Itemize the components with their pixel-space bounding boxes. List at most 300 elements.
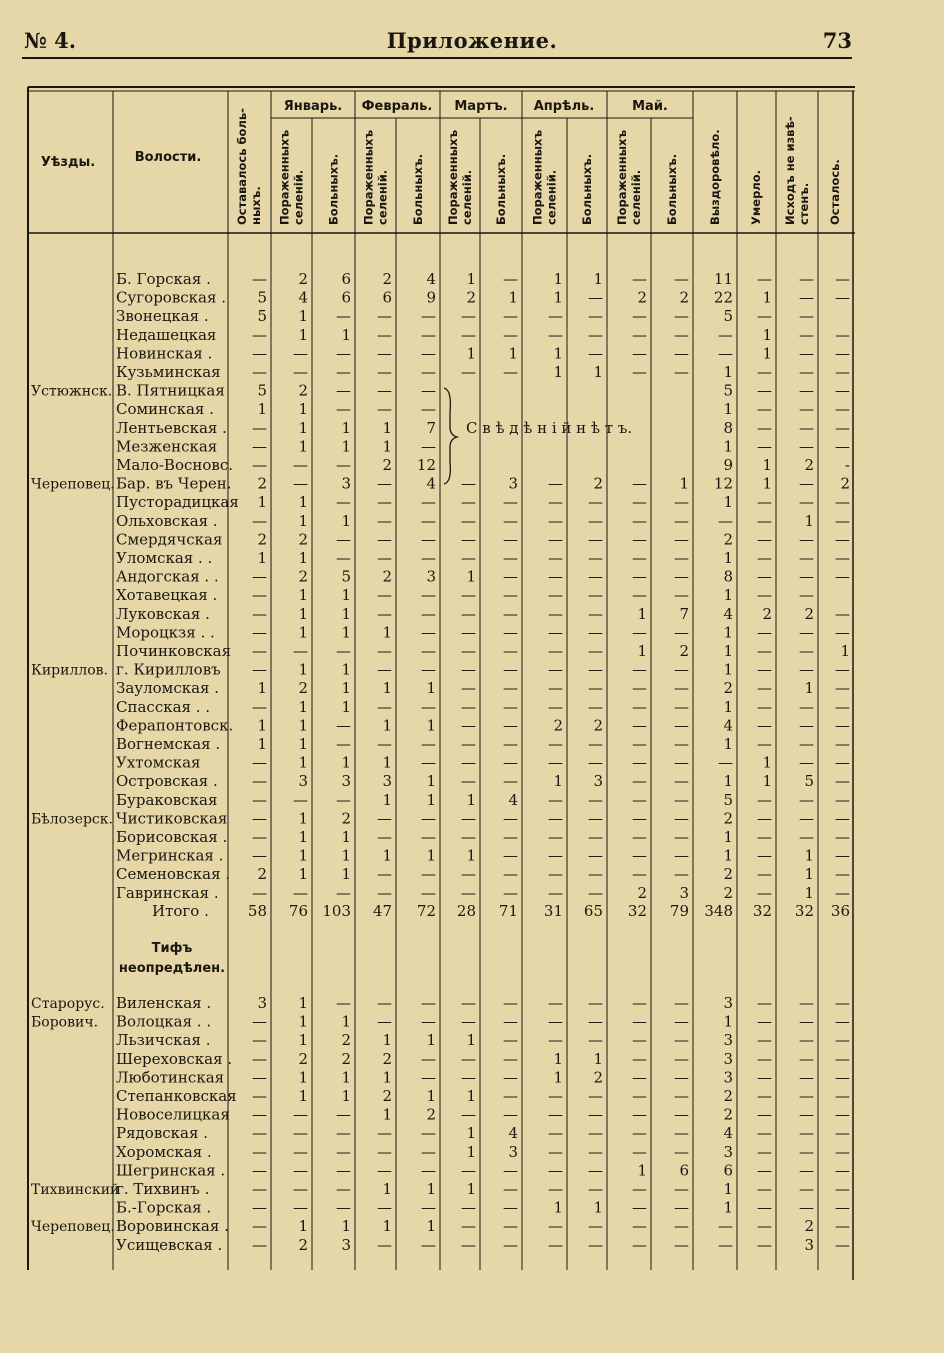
table-cell: 1 (257, 735, 267, 753)
table-cell: — (503, 1198, 518, 1217)
table-cell: — (757, 994, 772, 1012)
table-cell: 12 (713, 474, 733, 493)
table-cell: 1 (723, 1012, 733, 1031)
table-cell: — (421, 660, 436, 679)
table-cell: — (835, 567, 850, 586)
table-cell: — (503, 735, 518, 753)
table-cell: — (632, 1068, 647, 1087)
table-cell: — (377, 697, 392, 716)
table-row (116, 363, 850, 381)
table-cell: 1 (341, 604, 351, 623)
table-cell: — (252, 846, 267, 865)
table-row (116, 456, 850, 474)
table-cell: — (421, 400, 436, 419)
table-cell: 3 (382, 772, 392, 791)
table-cell: — (503, 679, 518, 698)
table-row (116, 400, 850, 418)
table-cell: — (461, 883, 476, 902)
table-cell: — (461, 1068, 476, 1087)
table-cell: 1 (723, 549, 733, 567)
table-cell: 4 (723, 716, 733, 735)
table-cell: — (252, 325, 267, 344)
table-cell: 1 (426, 679, 436, 698)
table-cell: — (548, 883, 563, 902)
table-cell: — (632, 753, 647, 772)
table-cell: — (674, 307, 689, 326)
table-cell: — (757, 307, 772, 326)
table-cell: 4 (298, 288, 308, 307)
volost-name: Воровинская . (116, 1217, 229, 1236)
table-cell: — (461, 1105, 476, 1124)
table-cell: — (799, 567, 814, 586)
table-cell: — (548, 1012, 563, 1031)
table-cell: — (718, 344, 733, 363)
table-cell: — (632, 1012, 647, 1031)
table-cell: — (674, 809, 689, 828)
table-cell: 3 (723, 1142, 733, 1161)
table-cell: — (252, 511, 267, 530)
table-cell: — (252, 1124, 267, 1143)
table-cell: 1 (723, 623, 733, 642)
table-cell: — (757, 549, 772, 567)
table-cell: — (548, 493, 563, 512)
table-cell: — (674, 1049, 689, 1068)
volost-name: Люботинская (116, 1068, 225, 1087)
table-cell: — (757, 660, 772, 679)
table-cell: — (503, 270, 518, 288)
table-cell: — (835, 1105, 850, 1124)
table-cell: 1 (257, 549, 267, 567)
table-cell: — (461, 660, 476, 679)
table-cell: — (757, 735, 772, 753)
table-cell: — (377, 363, 392, 381)
table-cell: — (377, 381, 392, 400)
table-cell: — (757, 400, 772, 419)
table-cell: 1 (762, 753, 772, 772)
month-jan: Январь. (283, 99, 343, 114)
table-cell: — (377, 493, 392, 512)
table-cell: 1 (466, 1031, 476, 1050)
table-cell: — (835, 828, 850, 846)
table-cell: — (799, 642, 814, 660)
table-cell: — (548, 790, 563, 809)
col-header-ostalos: Осталось. (828, 159, 842, 225)
table-cell: 1 (553, 344, 563, 363)
table-cell: 3 (341, 474, 351, 493)
volost-name: Звонецкая . (116, 307, 209, 326)
table-cell: — (377, 1142, 392, 1161)
table-row (116, 326, 850, 344)
table-cell: 2 (637, 883, 647, 902)
table-cell: 1 (298, 307, 308, 326)
table-cell: 2 (341, 809, 351, 828)
table-cell: — (503, 1068, 518, 1087)
table-cell: 1 (382, 753, 392, 772)
table-cell: — (757, 437, 772, 456)
table-cell: 1 (637, 604, 647, 623)
table-cell: — (588, 1180, 603, 1198)
table-cell: 3 (341, 772, 351, 791)
table-cell: 1 (382, 716, 392, 735)
table-cell: — (588, 753, 603, 772)
table-row (116, 698, 850, 716)
col-header-bolnyh-m2: Больныхъ. (411, 153, 425, 225)
table-cell: — (588, 1235, 603, 1254)
col-header-vyzdorovelo: Выздоровѣло. (708, 129, 722, 225)
table-cell: — (835, 1180, 850, 1198)
table-cell: — (799, 1068, 814, 1087)
table-cell: — (632, 1049, 647, 1068)
table-cell: — (835, 549, 850, 567)
table-cell: 1 (298, 586, 308, 605)
table-cell: — (548, 530, 563, 549)
table-cell: 1 (298, 325, 308, 344)
table-cell: — (588, 567, 603, 586)
table-row (116, 270, 850, 288)
table-cell: — (674, 865, 689, 884)
table-cell: — (674, 549, 689, 567)
table-cell: 2 (804, 1217, 814, 1236)
table-cell: — (293, 456, 308, 474)
table-cell: 1 (723, 735, 733, 753)
table-cell: — (757, 1031, 772, 1050)
col-header-uezd: Уѣзды. (40, 155, 96, 170)
table-cell: — (503, 1087, 518, 1105)
volost-name: Бураковская (116, 790, 218, 809)
table-cell: — (293, 1198, 308, 1217)
table-cell: — (632, 623, 647, 642)
table-cell: — (835, 270, 850, 288)
table-cell: — (461, 809, 476, 828)
table-cell: — (757, 846, 772, 865)
table-cell: — (503, 809, 518, 828)
table-cell: — (674, 1087, 689, 1105)
table-row (116, 865, 850, 883)
table-cell: — (461, 994, 476, 1012)
table-cell: — (718, 753, 733, 772)
table-row (116, 307, 814, 325)
table-cell: — (674, 697, 689, 716)
table-cell: 1 (298, 437, 308, 456)
table-cell: 2 (723, 883, 733, 902)
table-row (116, 754, 850, 772)
table-cell: 1 (341, 1012, 351, 1031)
table-cell: — (377, 1124, 392, 1143)
table-cell: — (799, 549, 814, 567)
table-cell: — (252, 604, 267, 623)
table-cell: — (421, 1012, 436, 1031)
table-cell: — (835, 604, 850, 623)
table-cell: — (377, 511, 392, 530)
table-cell: — (336, 363, 351, 381)
uezd-name: Бѣлозерск. (31, 811, 113, 828)
table-cell: 3 (723, 1049, 733, 1068)
table-cell: — (377, 1161, 392, 1180)
table-cell: — (421, 1068, 436, 1087)
table-cell: 6 (341, 288, 351, 307)
table-cell: — (421, 363, 436, 381)
table-cell: 2 (679, 288, 689, 307)
table-cell: — (252, 1049, 267, 1068)
table-cell: 9 (723, 456, 733, 474)
table-cell: 3 (298, 772, 308, 791)
table-cell: — (548, 604, 563, 623)
table-cell: — (835, 790, 850, 809)
table-cell: — (252, 1217, 267, 1236)
table-cell: — (632, 530, 647, 549)
table-cell: 3 (804, 1235, 814, 1254)
table-cell: — (377, 344, 392, 363)
table-cell: 1 (426, 1031, 436, 1050)
total-label: Итого . (152, 902, 209, 920)
table-row (116, 512, 850, 530)
table-cell: — (632, 772, 647, 791)
table-cell: 2 (382, 1087, 392, 1105)
table-cell: 2 (466, 288, 476, 307)
table-cell: — (503, 363, 518, 381)
table-cell: — (632, 679, 647, 698)
table-cell: 2 (298, 1235, 308, 1254)
table-cell: — (336, 344, 351, 363)
table-cell: — (293, 1142, 308, 1161)
volost-name: Починковская (116, 642, 232, 660)
table-cell: 1 (804, 865, 814, 884)
table-cell: 1 (723, 772, 733, 791)
table-cell: — (632, 1142, 647, 1161)
table-cell: 1 (257, 679, 267, 698)
table-cell: 1 (298, 493, 308, 512)
col-header-ishod: стенъ. (797, 182, 811, 225)
col-header-ostavalos: ныхъ. (249, 186, 263, 225)
table-cell: — (548, 586, 563, 605)
table-cell: — (588, 790, 603, 809)
volost-name: Ферапонтовск. (116, 716, 234, 735)
volost-name: Мезженская (116, 437, 218, 456)
table-cell: — (588, 828, 603, 846)
table-cell: — (757, 493, 772, 512)
table-cell: 12 (416, 456, 436, 474)
table-cell: — (421, 307, 436, 326)
table-cell: — (757, 381, 772, 400)
table-cell: — (377, 994, 392, 1012)
volost-name: Мороцкзя . . (116, 623, 215, 642)
table-cell: — (461, 828, 476, 846)
table-cell: 1 (553, 772, 563, 791)
table-cell: — (252, 1198, 267, 1217)
table-cell: — (336, 400, 351, 419)
table-cell: — (588, 809, 603, 828)
table-cell: 3 (723, 1068, 733, 1087)
table-cell: 2 (553, 716, 563, 735)
volost-name: г. Кирилловъ (116, 660, 221, 679)
table-cell: 1 (341, 828, 351, 846)
table-cell: — (461, 735, 476, 753)
table-cell: — (588, 623, 603, 642)
table-cell: — (674, 660, 689, 679)
table-cell: — (336, 307, 351, 326)
table-cell: — (588, 604, 603, 623)
table-cell: — (461, 1217, 476, 1236)
table-cell: — (421, 697, 436, 716)
table-cell: — (503, 697, 518, 716)
table-cell: 1 (426, 1087, 436, 1105)
table-cell: 1 (298, 716, 308, 735)
table-cell: — (757, 790, 772, 809)
month-mar: Мартъ. (454, 99, 508, 114)
table-cell: 1 (723, 642, 733, 660)
table-cell: — (503, 753, 518, 772)
table-cell: 1 (466, 1124, 476, 1143)
table-cell: — (377, 828, 392, 846)
table-cell: 1 (723, 363, 733, 381)
table-cell: — (799, 400, 814, 419)
table-cell: — (799, 474, 814, 493)
table-cell: 2 (298, 679, 308, 698)
table-row (116, 586, 814, 604)
table-cell: — (632, 1217, 647, 1236)
table-cell: — (799, 1161, 814, 1180)
table-cell: — (835, 772, 850, 791)
table-cell: 1 (466, 344, 476, 363)
table-cell: — (835, 344, 850, 363)
uezd-name: Кириллов. (31, 662, 109, 679)
table-cell: — (336, 1161, 351, 1180)
table-cell: — (632, 1087, 647, 1105)
table-cell: — (252, 828, 267, 846)
table-cell: — (674, 790, 689, 809)
table-cell: — (377, 549, 392, 567)
table-cell: — (548, 474, 563, 493)
table-cell: 1 (298, 660, 308, 679)
table-cell: 3 (341, 1235, 351, 1254)
volost-name: Спасская . . (116, 697, 211, 716)
table-cell: 2 (257, 530, 267, 549)
table-cell: — (293, 1105, 308, 1124)
table-cell: 1 (508, 288, 518, 307)
table-cell: — (421, 1198, 436, 1217)
table-cell: 4 (508, 790, 518, 809)
table-row (116, 344, 850, 362)
table-cell: — (461, 753, 476, 772)
table-cell: 1 (762, 474, 772, 493)
table-cell: — (293, 642, 308, 660)
table-cell: 1 (298, 753, 308, 772)
volost-name: Луковская . (116, 604, 210, 623)
table-row (116, 828, 850, 846)
table-cell: — (799, 307, 814, 326)
table-cell: — (252, 1087, 267, 1105)
table-cell: — (588, 1031, 603, 1050)
table-cell: — (835, 530, 850, 549)
volost-name: Гавринская . (116, 883, 219, 902)
table-cell: — (421, 586, 436, 605)
col-header-bolnyh-m4: Больныхъ. (580, 153, 594, 225)
section-title: Тифъ (151, 941, 193, 956)
table-cell: 1 (553, 1068, 563, 1087)
table-cell: — (757, 270, 772, 288)
table-cell: 1 (466, 1087, 476, 1105)
table-cell: 1 (298, 604, 308, 623)
table-cell: — (632, 828, 647, 846)
table-cell: 1 (426, 1217, 436, 1236)
table-cell: — (421, 809, 436, 828)
table-cell: — (336, 549, 351, 567)
total-cell: 348 (704, 902, 733, 920)
vertical-headers (235, 108, 842, 225)
table-cell: 2 (593, 716, 603, 735)
table-cell: — (377, 1012, 392, 1031)
table-cell: — (548, 623, 563, 642)
table-row (116, 1031, 850, 1049)
uezd-name: Череповец. (31, 1219, 115, 1236)
table-cell: — (835, 1087, 850, 1105)
table-cell: — (835, 753, 850, 772)
volost-name: Хотавецкая . (116, 586, 218, 605)
table-cell: 6 (723, 1161, 733, 1180)
table-cell: — (674, 1031, 689, 1050)
table-cell: 1 (341, 511, 351, 530)
table-cell: — (799, 790, 814, 809)
table-cell: — (503, 549, 518, 567)
table-cell: — (632, 809, 647, 828)
table-row (116, 1087, 850, 1105)
table-cell: — (252, 660, 267, 679)
table-cell: — (799, 437, 814, 456)
table-row (116, 568, 850, 586)
table-cell: 1 (466, 790, 476, 809)
table-cell: 1 (723, 1198, 733, 1217)
table-cell: — (548, 809, 563, 828)
table-cell: — (421, 1161, 436, 1180)
table-cell: — (377, 660, 392, 679)
table-cell: — (503, 642, 518, 660)
table-cell: — (757, 586, 772, 605)
table-cell: — (674, 623, 689, 642)
table-cell: — (799, 735, 814, 753)
table-cell: — (632, 790, 647, 809)
table-cell: 4 (426, 474, 436, 493)
col-header-umerlo: Умерло. (749, 170, 763, 225)
table-cell: — (632, 716, 647, 735)
uezd-name: Тихвинский (31, 1182, 120, 1198)
table-cell: — (718, 325, 733, 344)
table-cell: — (336, 1142, 351, 1161)
table-cell: — (632, 363, 647, 381)
table-cell: — (632, 344, 647, 363)
table-cell: — (252, 437, 267, 456)
volost-name: Зауломская . (116, 679, 220, 698)
table-row (116, 605, 850, 623)
table-cell: — (588, 735, 603, 753)
table-cell: — (548, 1124, 563, 1143)
total-cell: 28 (456, 902, 476, 920)
table-cell: — (461, 1161, 476, 1180)
table-cell: — (252, 697, 267, 716)
table-cell: — (336, 735, 351, 753)
table-cell: — (674, 493, 689, 512)
page-number: 73 (822, 28, 852, 53)
table-cell: — (674, 1105, 689, 1124)
table-cell: — (293, 344, 308, 363)
table-cell: — (632, 307, 647, 326)
table-cell: — (835, 1068, 850, 1087)
table-row (116, 716, 850, 734)
table-cell: — (632, 511, 647, 530)
table-cell: 1 (466, 1180, 476, 1198)
table-cell: — (835, 697, 850, 716)
table-cell: — (757, 716, 772, 735)
table-cell: 1 (298, 511, 308, 530)
